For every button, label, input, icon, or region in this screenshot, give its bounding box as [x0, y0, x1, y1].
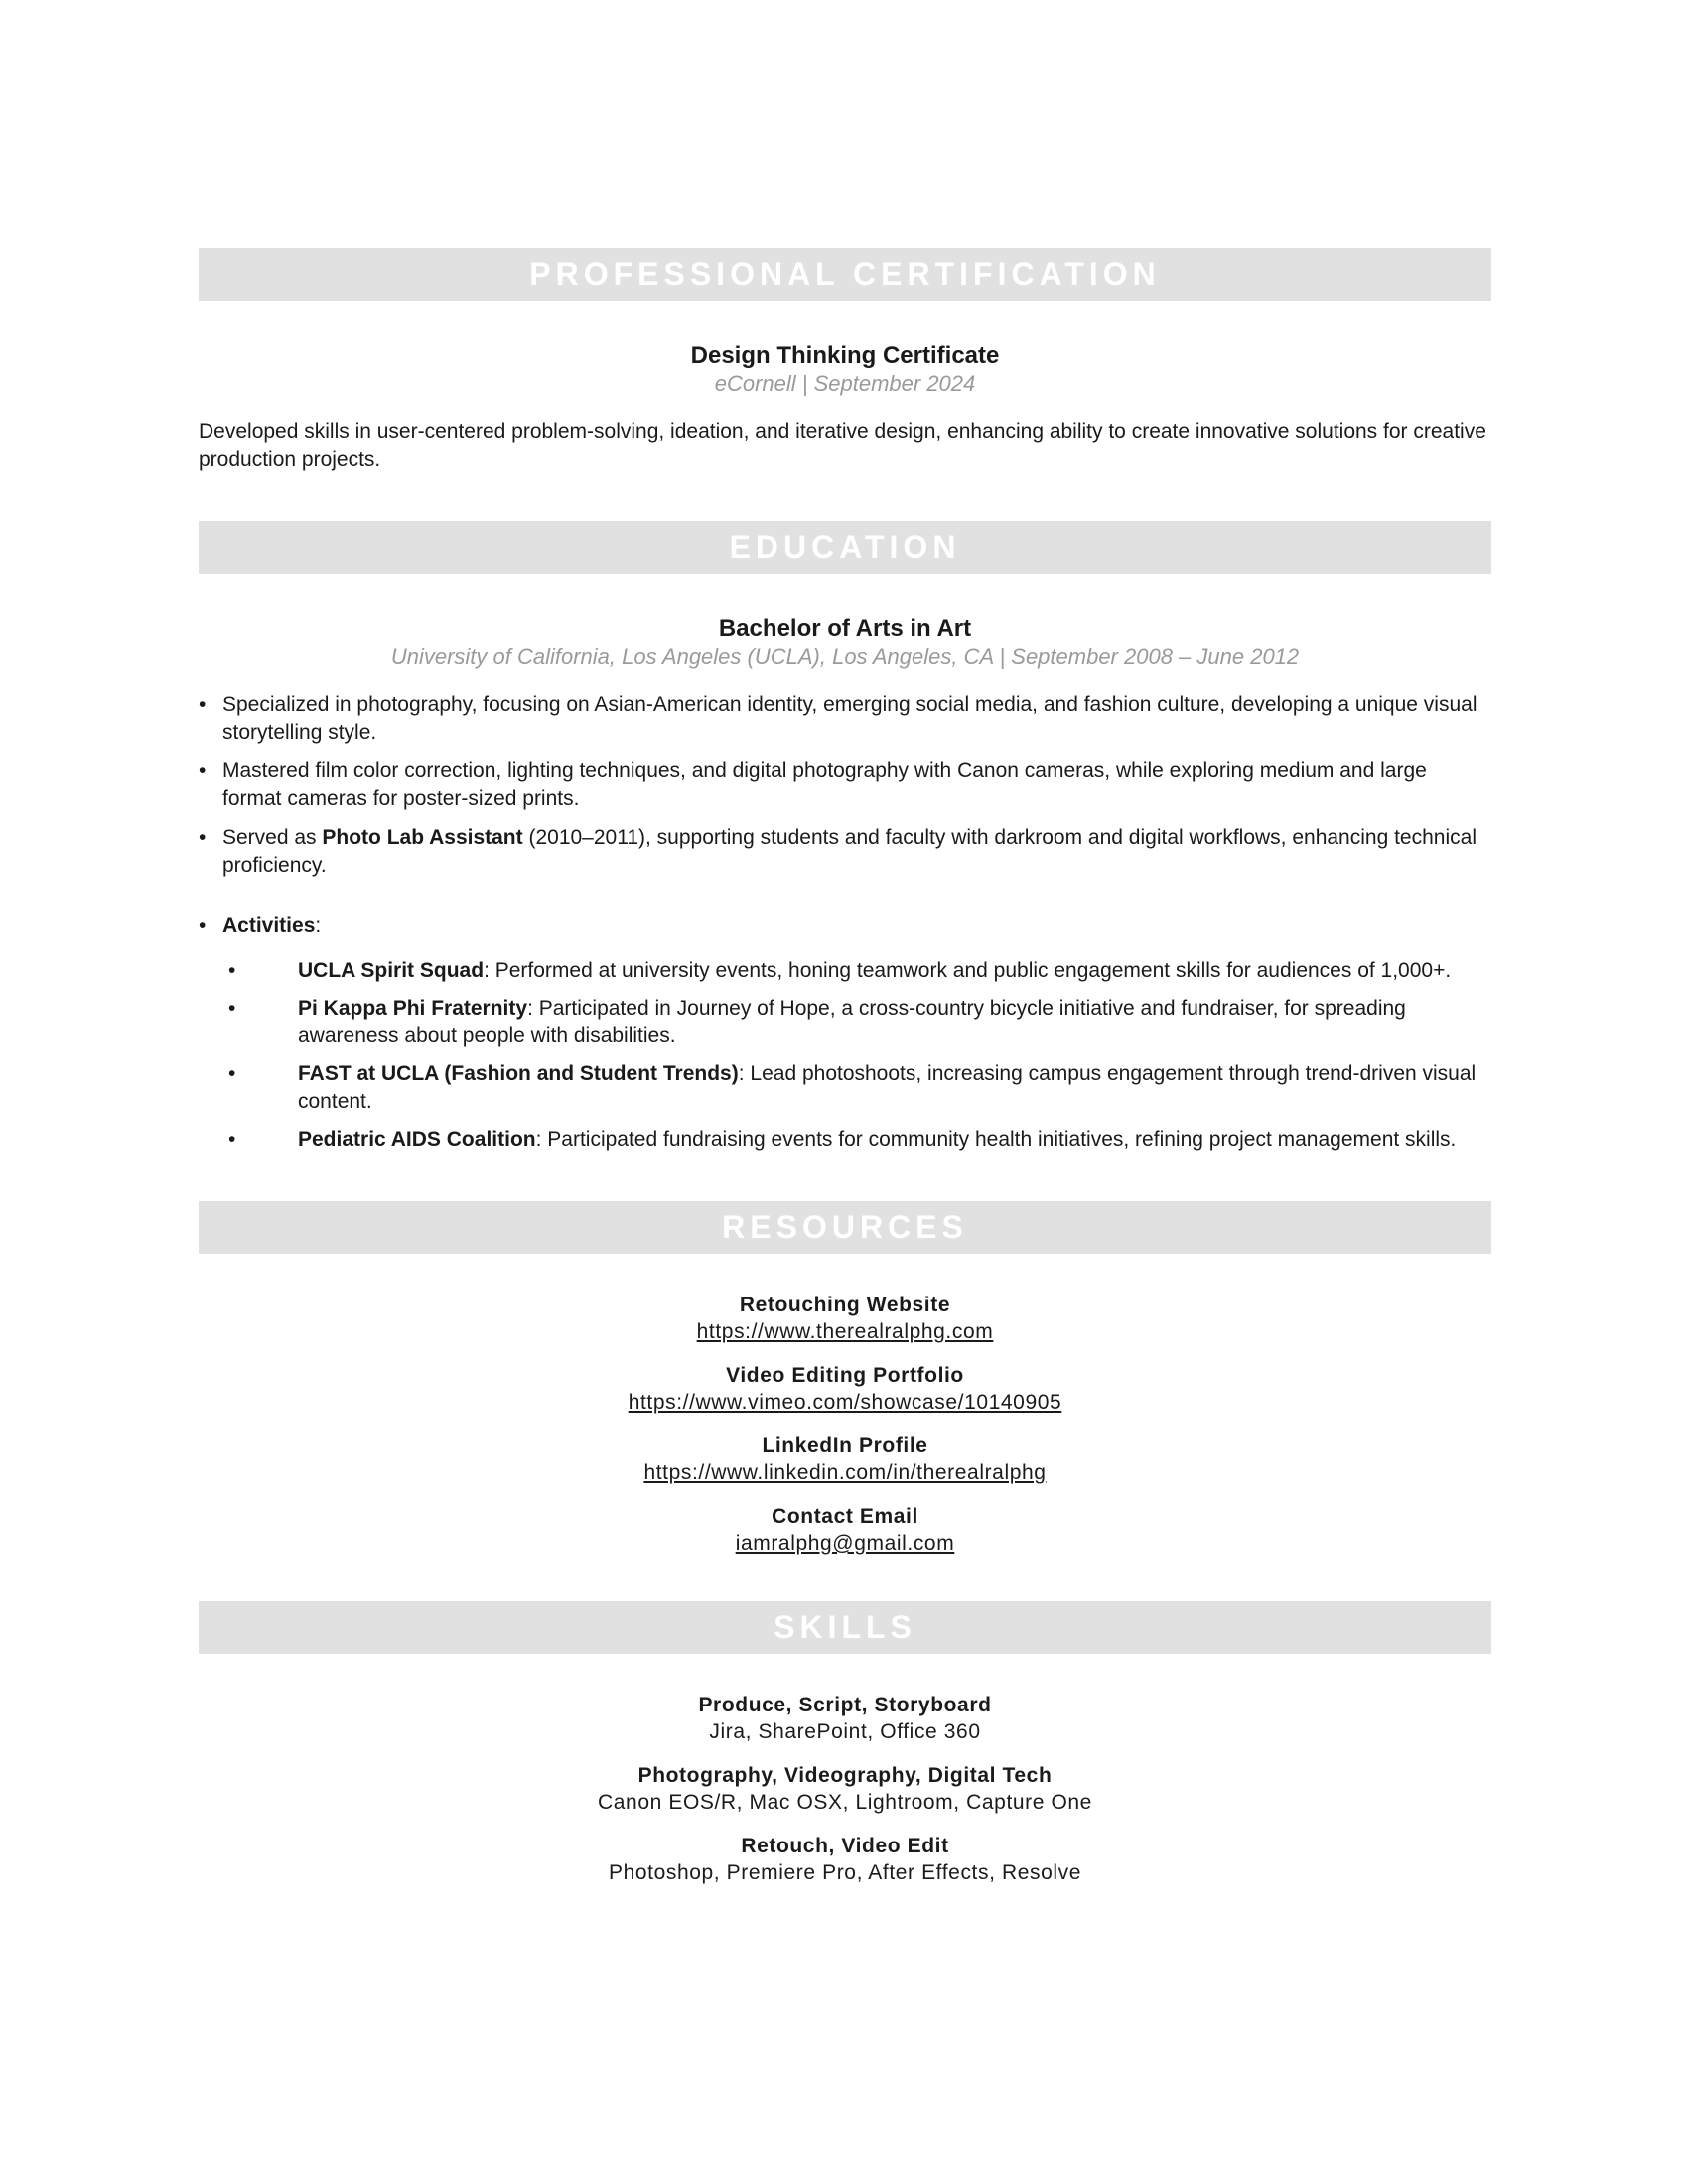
linkedin-profile-link[interactable]: https://www.linkedin.com/in/therealralphg — [643, 1461, 1047, 1484]
skill-group — [199, 1692, 1491, 1745]
retouching-website-link[interactable]: https://www.therealralphg.com — [696, 1320, 994, 1343]
certificate-issuer-date: eCornell | September 2024 — [714, 371, 976, 396]
resource-label: Retouching Website — [739, 1294, 951, 1316]
skill-tools: Jira, SharePoint, Office 360 — [709, 1720, 981, 1743]
skill-category: Retouch, Video Edit — [741, 1835, 949, 1857]
bullet-icon: • — [199, 759, 207, 782]
video-portfolio-link[interactable]: https://www.vimeo.com/showcase/10140905 — [628, 1391, 1062, 1414]
bullet-icon: • — [199, 914, 207, 937]
activity-name: FAST at UCLA (Fashion and Student Trends) — [298, 1062, 739, 1085]
activity-name: Pediatric AIDS Coalition — [298, 1128, 536, 1151]
skill-category: Photography, Videography, Digital Tech — [637, 1764, 1053, 1787]
resource-label: Contact Email — [772, 1505, 918, 1528]
school-location-dates: University of California, Los Angeles (UCLA), Los Angeles, CA | September 2008 – June 2012 — [390, 644, 1300, 669]
skill-category: Produce, Script, Storyboard — [698, 1694, 992, 1716]
skill-tools: Canon EOS/R, Mac OSX, Lightroom, Capture One — [598, 1791, 1092, 1814]
resource-label: Video Editing Portfolio — [726, 1364, 964, 1387]
resource-retouching — [199, 1292, 1491, 1345]
section-header-resources — [199, 1201, 1491, 1254]
skill-group — [199, 1762, 1491, 1816]
lab-role: Photo Lab Assistant — [322, 826, 523, 849]
skill-group — [199, 1833, 1491, 1886]
list-item: • Specialized in photography, focusing on Asian-American identity, emerging social media, and fashion culture, developing a unique visual storytelling style. — [199, 693, 1477, 744]
activity-name: UCLA Spirit Squad — [298, 959, 485, 982]
bullet-icon: • — [228, 997, 236, 1020]
certificate-description: Developed skills in user-centered problem-solving, ideation, and iterative design, enhancing ability to create innovative solutions for creative production projects. — [199, 420, 1486, 471]
bullet-icon: • — [199, 826, 207, 849]
section-header-education — [199, 521, 1491, 574]
resource-video — [199, 1362, 1491, 1416]
activity-item: • UCLA Spirit Squad: Performed at university events, honing teamwork and public engagement skills for audiences of 1,000+. — [199, 957, 1491, 985]
bullet-icon: • — [199, 693, 207, 716]
activities-list — [199, 957, 1491, 1154]
section-title: SKILLS — [774, 1609, 916, 1645]
bullet-icon: • — [228, 1128, 236, 1151]
degree-title: Bachelor of Arts in Art — [718, 615, 972, 642]
section-header-skills — [199, 1601, 1491, 1654]
education-bullet-list — [199, 691, 1491, 880]
contact-email-link[interactable]: iamralphg@gmail.com — [735, 1532, 955, 1555]
skill-tools: Photoshop, Premiere Pro, After Effects, Resolve — [608, 1861, 1082, 1884]
list-item: • Mastered film color correction, lighting techniques, and digital photography with Canon cameras, while exploring medium and large format cameras for poster-sized prints. — [199, 759, 1427, 810]
bullet-icon: • — [228, 1062, 236, 1085]
resource-linkedin — [199, 1433, 1491, 1486]
activities-heading: • Activities: — [199, 912, 1491, 940]
resource-label: LinkedIn Profile — [762, 1434, 928, 1457]
bullet-icon: • — [228, 959, 236, 982]
resource-email — [199, 1503, 1491, 1557]
section-title: EDUCATION — [729, 529, 961, 565]
activity-item: • Pediatric AIDS Coalition: Participated fundraising events for community health initiatives, refining project management skills. — [199, 1126, 1491, 1154]
section-title: RESOURCES — [722, 1209, 968, 1245]
section-header-certification — [199, 248, 1491, 301]
activities-heading-list — [199, 912, 1491, 940]
activity-item: • FAST at UCLA (Fashion and Student Trends): Lead photoshoots, increasing campus engagement through trend-driven visual content. — [228, 1062, 1477, 1113]
activity-name: Pi Kappa Phi Fraternity — [298, 997, 528, 1020]
activity-item: • Pi Kappa Phi Fraternity: Participated in Journey of Hope, a cross-country bicycle initiative and fundraiser, for spreading awareness about people with disabilities. — [228, 997, 1406, 1047]
section-title: PROFESSIONAL CERTIFICATION — [529, 256, 1161, 292]
certificate-title: Design Thinking Certificate — [690, 342, 1000, 369]
list-item: • Served as Photo Lab Assistant (2010–2011), supporting students and faculty with darkroom and digital workflows, enhancing technical proficiency. — [199, 826, 1477, 877]
resume-page — [199, 248, 1491, 1903]
